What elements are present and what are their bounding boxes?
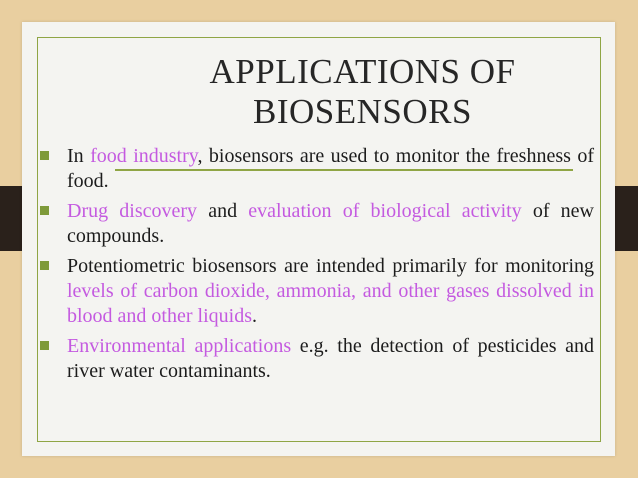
highlight-text: Drug discovery bbox=[67, 200, 198, 222]
bullet-item-potentiometric bbox=[40, 254, 594, 329]
bullet-item-food-industry bbox=[40, 144, 594, 194]
slide-title bbox=[22, 52, 615, 132]
highlight-text: food industry bbox=[90, 145, 198, 167]
slide-title-line-2: BIOSENSORS bbox=[253, 92, 472, 131]
bullet-text: Potentiometric biosensors are intended primarily for monitoring bbox=[67, 255, 594, 277]
bullet-text: and bbox=[197, 200, 249, 222]
highlight-text: Environmental applications bbox=[67, 335, 292, 357]
slide-panel bbox=[22, 22, 615, 456]
bullet-text: In bbox=[67, 145, 91, 167]
slide-title-line-1: APPLICATIONS OF bbox=[209, 52, 516, 91]
bullet-item-environmental bbox=[40, 334, 594, 384]
square-bullet-icon bbox=[40, 206, 49, 215]
bullet-text: of new compounds. bbox=[67, 200, 595, 247]
square-bullet-icon bbox=[40, 341, 49, 350]
bullet-item-drug-discovery bbox=[40, 199, 594, 249]
highlight-text: levels of carbon dioxide, ammonia, and other gases dissolved in blood and other liquids bbox=[67, 280, 594, 327]
highlight-text: evaluation of biological activity bbox=[248, 200, 522, 222]
bullet-text: , biosensors are used to monitor the freshness of food. bbox=[67, 145, 594, 192]
bullet-text: e.g. the detection of pesticides and river water contaminants. bbox=[67, 335, 594, 382]
bullet-text: . bbox=[251, 305, 257, 327]
bullet-list bbox=[40, 144, 594, 389]
square-bullet-icon bbox=[40, 151, 49, 160]
square-bullet-icon bbox=[40, 261, 49, 270]
